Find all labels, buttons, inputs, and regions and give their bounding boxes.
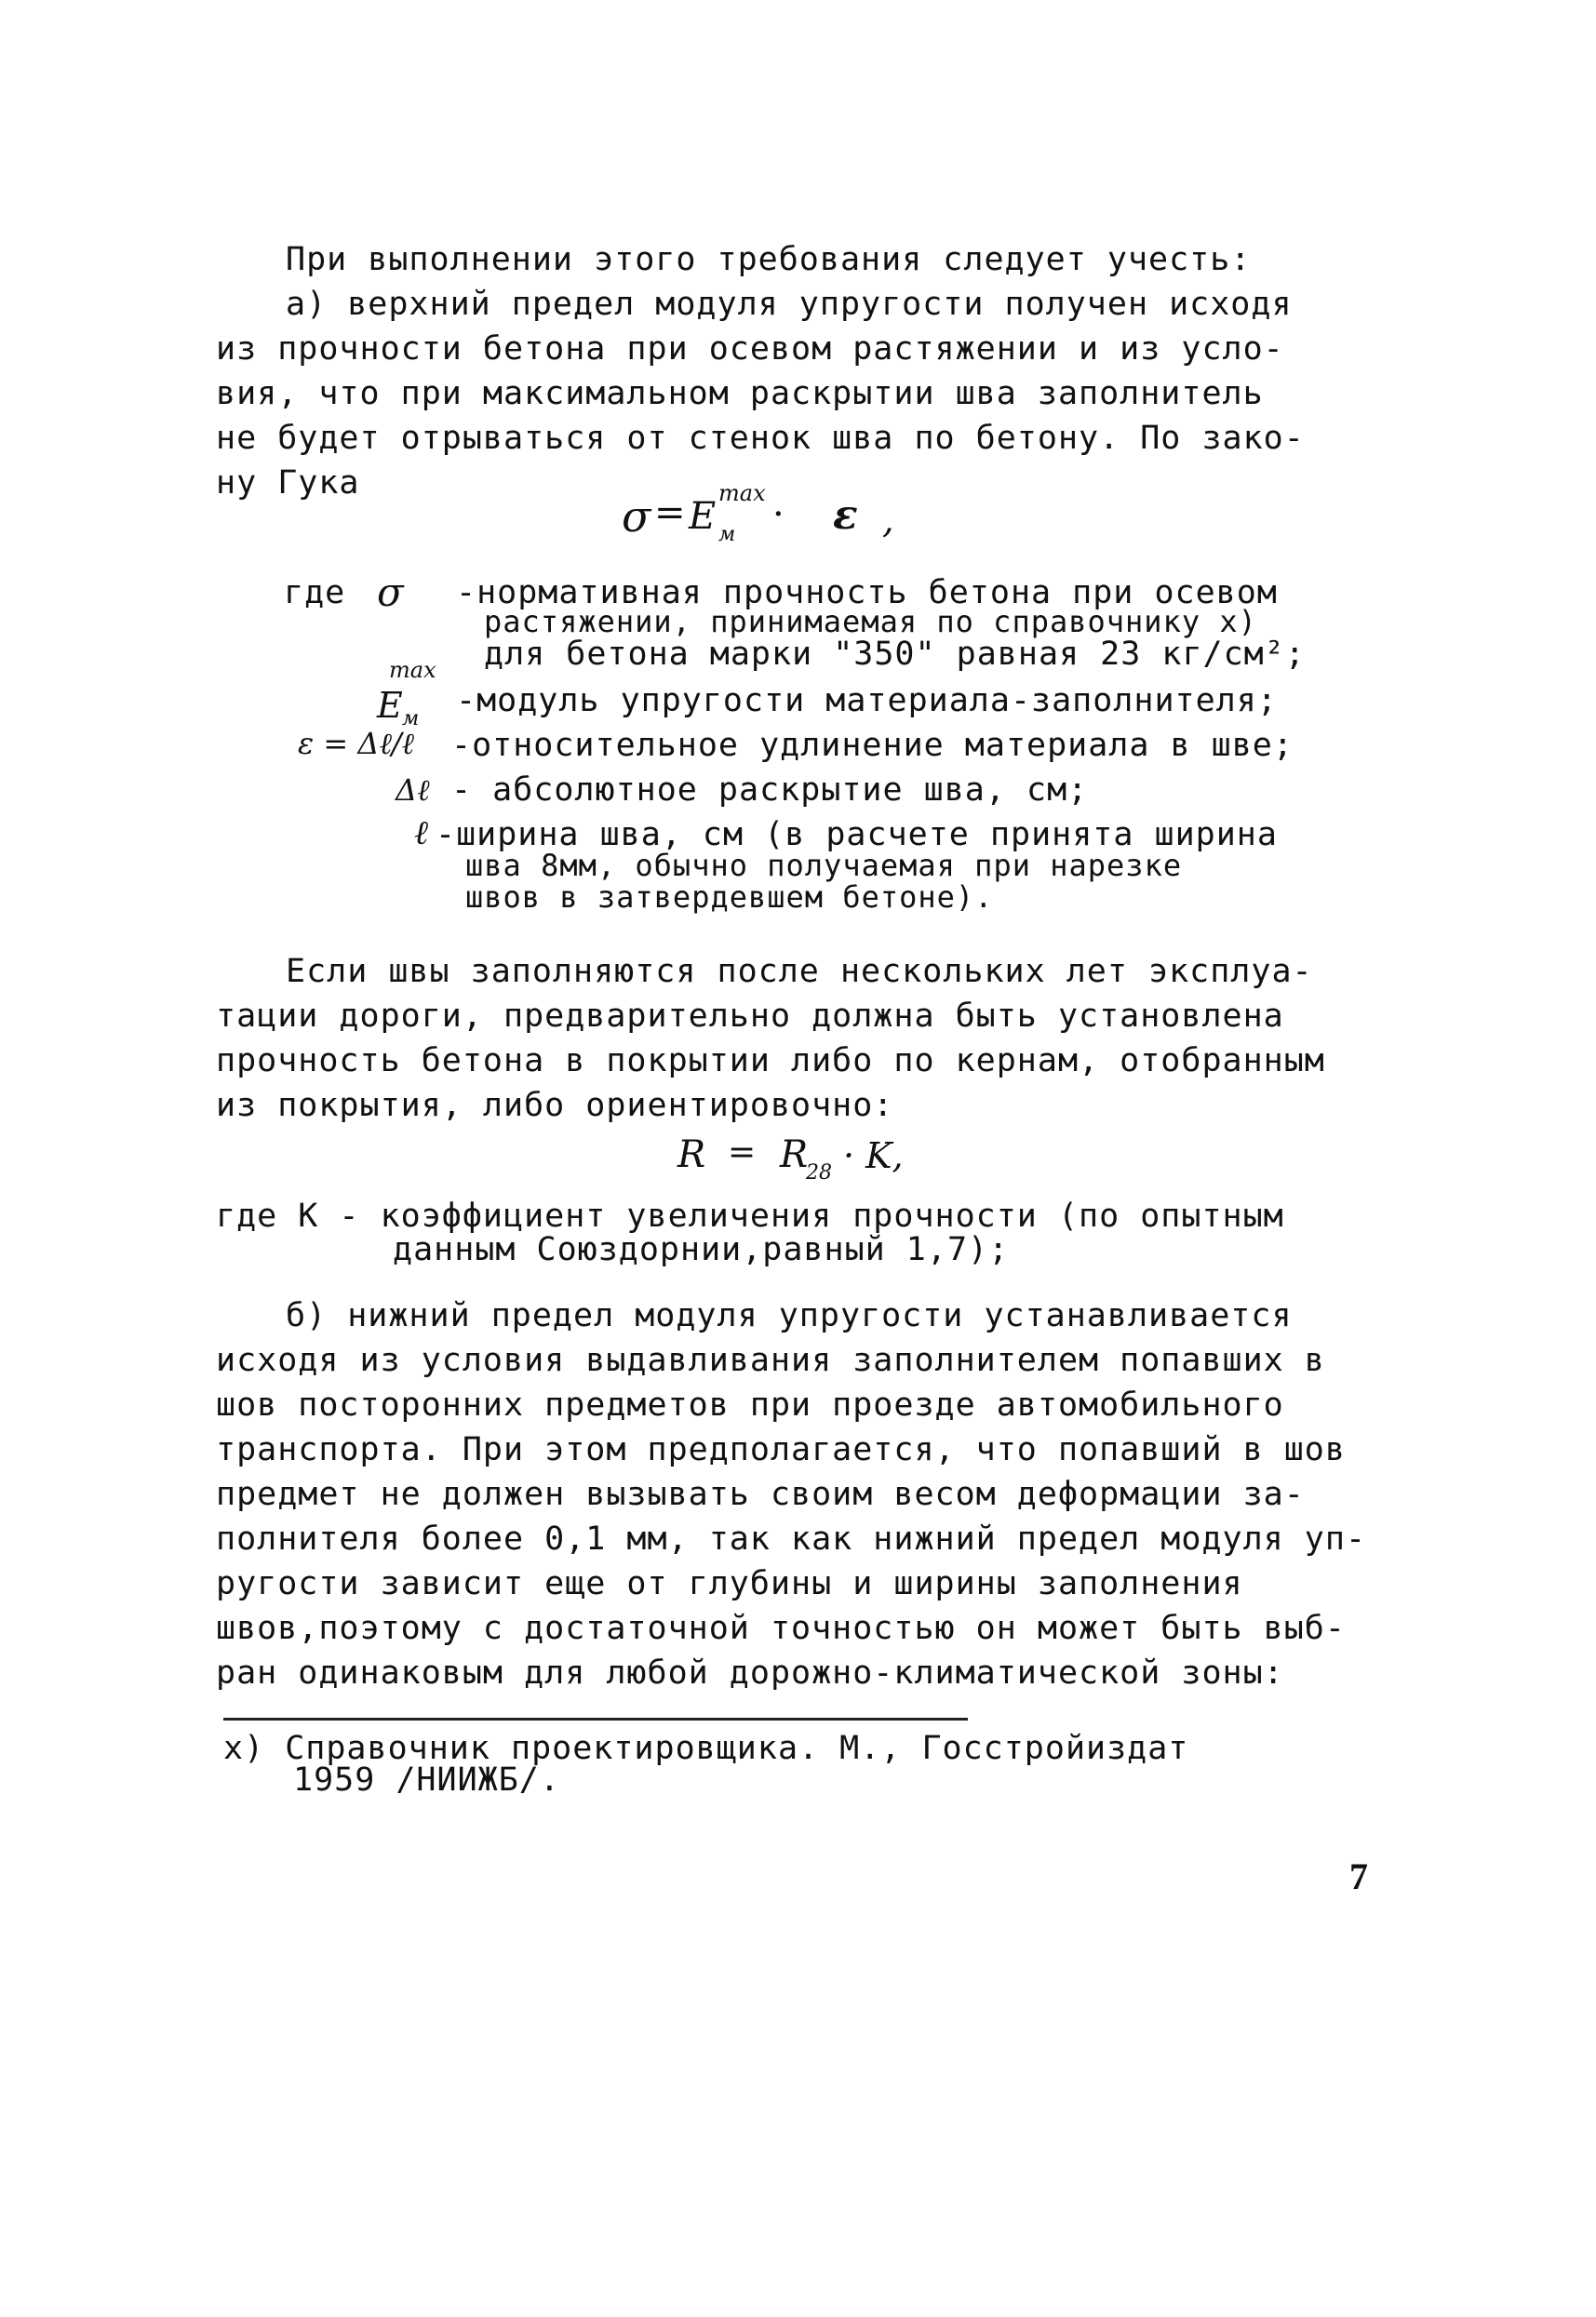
text-line: а) верхний предел модуля упругости получен исходя: [286, 286, 1293, 323]
formula-equals: =: [728, 1133, 757, 1172]
text-line: - абсолютное раскрытие шва, см;: [451, 771, 1089, 809]
formula-e: E: [689, 495, 717, 538]
formula-r28-subscript: 28: [806, 1161, 832, 1185]
where-label: где: [284, 574, 346, 611]
text-line: предмет не должен вызывать своим весом деформации за-: [216, 1476, 1305, 1513]
text-line: -нормативная прочность бетона при осевом: [456, 574, 1278, 611]
text-line: Если швы заполняются после нескольких лет эксплуа-: [286, 953, 1313, 990]
formula-r28: R: [780, 1133, 809, 1176]
footnote-divider: [223, 1718, 968, 1721]
text-line: шов посторонних предметов при проезде автомобильного: [216, 1386, 1284, 1424]
def-l-symbol: ℓ: [414, 814, 428, 852]
text-line: При выполнении этого требования следует учесть:: [286, 241, 1252, 278]
text-line: полнителя более 0,1 мм, так как нижний предел модуля уп-: [216, 1520, 1367, 1558]
formula-dot: ·: [772, 493, 785, 536]
formula-epsilon: ε: [833, 491, 858, 539]
formula-k: · K,: [843, 1135, 904, 1176]
text-line: -относительное удлинение материала в шве;: [451, 727, 1294, 764]
page-number: 7: [1349, 1855, 1368, 1897]
text-line: транспорта. При этом предполагается, что попавший в шов: [216, 1431, 1346, 1468]
text-line: х) Справочник проектировщика. М., Госстройиздат: [223, 1730, 1189, 1767]
formula-e-subscript: м: [718, 523, 736, 546]
text-line: не будет отрываться от стенок шва по бетону. По зако-: [216, 420, 1305, 457]
text-line: -модуль упругости материала-заполнителя;: [456, 682, 1278, 719]
text-line: ран одинаковым для любой дорожно-климатической зоны:: [216, 1654, 1284, 1692]
text-line: швов в затвердевшем бетоне).: [465, 879, 994, 915]
text-line: исходя из условия выдавливания заполнителем попавших в: [216, 1342, 1325, 1379]
formula-comma: ,: [882, 499, 894, 542]
text-line: шва 8мм, обычно получаемая при нарезке: [465, 848, 1183, 883]
text-line: для бетона марки "350" равная 23 кг/см²;: [484, 636, 1306, 673]
formula-sigma: σ: [622, 491, 651, 542]
def-em-superscript: max: [389, 657, 436, 683]
text-line: вия, что при максимальном раскрытии шва заполнитель: [216, 375, 1264, 412]
text-line: б) нижний предел модуля упругости устанавливается: [286, 1297, 1293, 1334]
text-line: ну Гука: [216, 464, 360, 502]
formula-e-superscript: max: [718, 480, 766, 506]
def-em-subscript: м: [402, 707, 420, 730]
def-em-symbol: E: [377, 685, 403, 726]
text-line: прочность бетона в покрытии либо по кернам, отобранным: [216, 1042, 1325, 1079]
text-line: -ширина шва, см (в расчете принята ширина: [436, 816, 1278, 853]
text-line: тации дороги, предварительно должна быть установлена: [216, 998, 1284, 1035]
text-line: швов,поэтому с достаточной точностью он может быть выб-: [216, 1610, 1346, 1647]
text-line: где К - коэффициент увеличения прочности (по опытным: [216, 1198, 1284, 1235]
def-epsilon-symbol: ε = Δℓ/ℓ: [298, 726, 414, 761]
text-line: 1959 /НИИЖБ/.: [293, 1761, 560, 1799]
text-line: растяжении, принимаемая по справочнику х): [484, 604, 1257, 639]
formula-r: R: [677, 1133, 706, 1176]
def-sigma-symbol: σ: [377, 569, 404, 615]
text-line: ругости зависит еще от глубины и ширины заполнения: [216, 1565, 1243, 1602]
text-line: из покрытия, либо ориентировочно:: [216, 1087, 894, 1124]
formula-equals: =: [654, 491, 686, 534]
text-line: данным Союздорнии,равный 1,7);: [393, 1231, 1010, 1268]
def-delta-l-symbol: Δℓ: [396, 772, 430, 808]
text-line: из прочности бетона при осевом растяжении и из усло-: [216, 330, 1284, 368]
